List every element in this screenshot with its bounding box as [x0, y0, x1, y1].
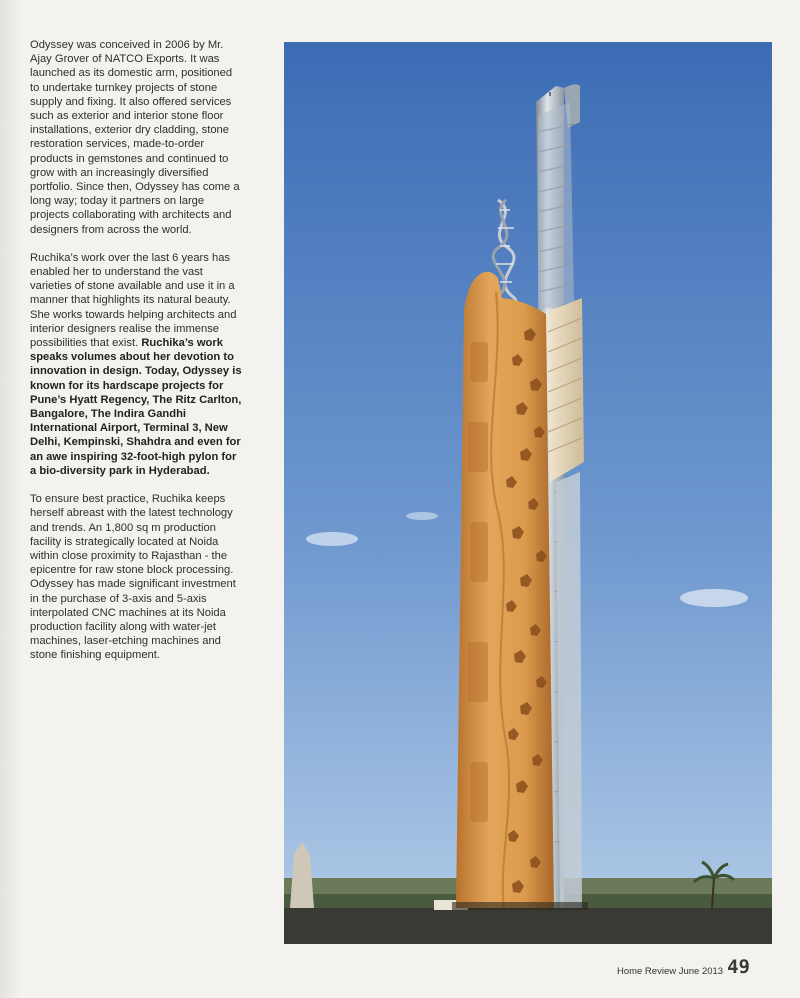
glass-panel	[538, 102, 574, 310]
pylon-photo	[284, 42, 772, 944]
page-gutter	[0, 0, 22, 998]
paragraph-text: Odyssey was conceived in 2006 by Mr. Ajay Grover of NATCO Exports. It was launched as its domestic arm, positioned to undertake turnkey projects of stone supply and fixing. It also offered services such as exterior and interior stone floor installations, exterior dry cladding, stone restoration services, made-to-order products in gemstones and continued to grow with an increasingly diversified portfolio. Since then, Odyssey has come a long way; today it partners on large projects collaborating with architects and designers from across the world.	[30, 39, 240, 236]
article-text-column	[30, 38, 244, 677]
ground	[284, 908, 772, 944]
publication-label: Home Review June 2013	[616, 966, 724, 977]
cloud	[406, 512, 438, 520]
cloud	[680, 589, 748, 607]
cloud	[306, 532, 358, 546]
steel-lower-column	[556, 472, 582, 908]
paragraph-text: To ensure best practice, Ruchika keeps herself abreast with the latest technology and trends. An 1,800 sq m production facility is strategically located at Noida within close proximity to Rajasthan - the epicentre for raw stone block processing. Odyssey has made significant investment in the purchase of 3-axis and 5-axis interpolated CNC machines at its Noida production facility along with water-jet machines, laser-etching machines and stone finishing equipment.	[30, 493, 236, 662]
article-paragraph-2	[30, 251, 244, 478]
article-paragraph-3	[30, 492, 244, 662]
page-number: 49	[727, 956, 750, 978]
cream-fins	[546, 298, 584, 482]
page-footer	[617, 958, 750, 977]
pylon-illustration	[284, 42, 772, 944]
article-paragraph-1	[30, 38, 244, 237]
pylon-base	[452, 902, 588, 910]
paragraph-bold-text: Ruchika’s work speaks volumes about her devotion to innovation in design. Today, Odyssey is known for its hardscape projects for Pune’s Hyatt Regency, The Ritz Carlton, Bangalore, The Indira Gandhi International Airport, Terminal 3, New Delhi, Kempinski, Shahdra and even for an awe inspiring 32-foot-high pylon for a bio-diversity park in Hyderabad.	[30, 337, 242, 477]
paragraph-text: Ruchika’s work over the last 6 years has enabled her to understand the vast varieties of stone available and use it in a manner that highlights its natural beauty. She works towards helping architects and interior designers realise the immense possibilities that exist.	[30, 251, 237, 350]
